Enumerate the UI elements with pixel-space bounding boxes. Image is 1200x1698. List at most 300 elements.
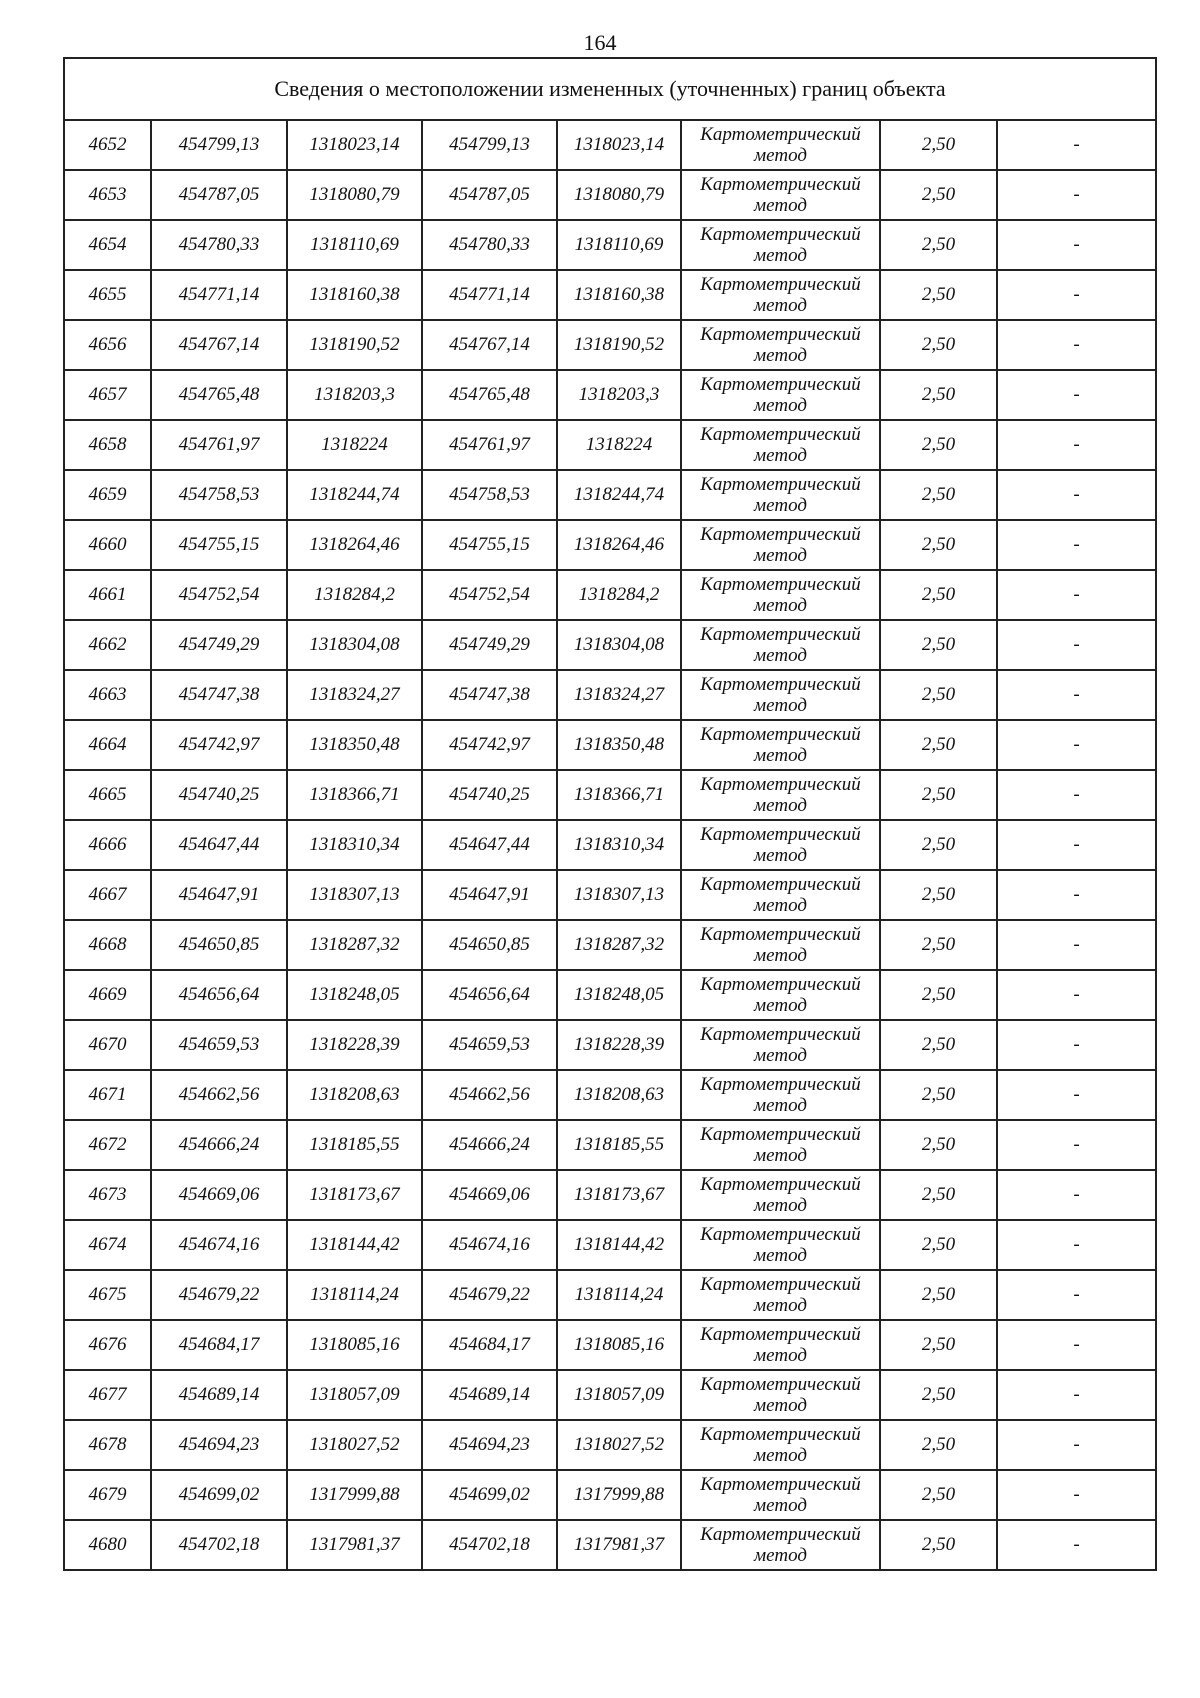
description-cell: - — [997, 670, 1156, 720]
table-row — [64, 570, 1156, 620]
description-cell: - — [997, 620, 1156, 670]
accuracy-cell: 2,50 — [880, 1270, 997, 1320]
refined-x-cell: 454780,33 — [422, 220, 557, 270]
table-row — [64, 220, 1156, 270]
method-cell — [681, 1070, 880, 1120]
accuracy-cell: 2,50 — [880, 870, 997, 920]
description-cell: - — [997, 870, 1156, 920]
refined-y-cell: 1318173,67 — [557, 1170, 681, 1220]
accuracy-cell: 2,50 — [880, 270, 997, 320]
description-cell: - — [997, 1420, 1156, 1470]
point-number-cell: 4674 — [64, 1220, 151, 1270]
existing-x-cell: 454656,64 — [151, 970, 287, 1020]
description-cell: - — [997, 970, 1156, 1020]
description-cell: - — [997, 170, 1156, 220]
refined-y-cell: 1318057,09 — [557, 1370, 681, 1420]
accuracy-cell: 2,50 — [880, 520, 997, 570]
point-number-cell: 4672 — [64, 1120, 151, 1170]
method-cell — [681, 1370, 880, 1420]
refined-x-cell: 454679,22 — [422, 1270, 557, 1320]
table-row — [64, 320, 1156, 370]
method-line-2: метод — [754, 645, 807, 666]
accuracy-cell: 2,50 — [880, 120, 997, 170]
table-row — [64, 170, 1156, 220]
method-line-2: метод — [754, 595, 807, 616]
table-row — [64, 770, 1156, 820]
method-line-1: Картометрический — [700, 1024, 861, 1045]
method-cell — [681, 320, 880, 370]
description-cell: - — [997, 1370, 1156, 1420]
method-line-1: Картометрический — [700, 174, 861, 195]
refined-x-cell: 454799,13 — [422, 120, 557, 170]
method-cell — [681, 570, 880, 620]
table-row — [64, 820, 1156, 870]
refined-y-cell: 1318208,63 — [557, 1070, 681, 1120]
accuracy-cell: 2,50 — [880, 470, 997, 520]
existing-x-cell: 454749,29 — [151, 620, 287, 670]
existing-x-cell: 454780,33 — [151, 220, 287, 270]
method-line-1: Картометрический — [700, 124, 861, 145]
method-line-2: метод — [754, 295, 807, 316]
refined-y-cell: 1318080,79 — [557, 170, 681, 220]
accuracy-cell: 2,50 — [880, 820, 997, 870]
method-line-1: Картометрический — [700, 924, 861, 945]
method-line-1: Картометрический — [700, 974, 861, 995]
refined-y-cell: 1318324,27 — [557, 670, 681, 720]
point-number-cell: 4678 — [64, 1420, 151, 1470]
method-line-1: Картометрический — [700, 1474, 861, 1495]
refined-y-cell: 1318248,05 — [557, 970, 681, 1020]
table-row — [64, 1120, 1156, 1170]
method-cell — [681, 670, 880, 720]
method-line-1: Картометрический — [700, 224, 861, 245]
description-cell: - — [997, 320, 1156, 370]
method-cell — [681, 1270, 880, 1320]
method-cell — [681, 820, 880, 870]
existing-x-cell: 454669,06 — [151, 1170, 287, 1220]
method-line-1: Картометрический — [700, 774, 861, 795]
method-line-1: Картометрический — [700, 874, 861, 895]
table-row — [64, 970, 1156, 1020]
existing-x-cell: 454740,25 — [151, 770, 287, 820]
existing-y-cell: 1318224 — [287, 420, 422, 470]
existing-y-cell: 1318160,38 — [287, 270, 422, 320]
method-line-1: Картометрический — [700, 674, 861, 695]
existing-y-cell: 1318057,09 — [287, 1370, 422, 1420]
method-line-2: метод — [754, 395, 807, 416]
point-number-cell: 4655 — [64, 270, 151, 320]
existing-y-cell: 1318208,63 — [287, 1070, 422, 1120]
description-cell: - — [997, 370, 1156, 420]
table-row — [64, 1420, 1156, 1470]
refined-x-cell: 454767,14 — [422, 320, 557, 370]
existing-x-cell: 454666,24 — [151, 1120, 287, 1170]
method-cell — [681, 1320, 880, 1370]
method-cell — [681, 170, 880, 220]
refined-x-cell: 454699,02 — [422, 1470, 557, 1520]
description-cell: - — [997, 570, 1156, 620]
accuracy-cell: 2,50 — [880, 220, 997, 270]
refined-y-cell: 1318310,34 — [557, 820, 681, 870]
accuracy-cell: 2,50 — [880, 370, 997, 420]
method-line-1: Картометрический — [700, 574, 861, 595]
refined-x-cell: 454742,97 — [422, 720, 557, 770]
refined-x-cell: 454647,91 — [422, 870, 557, 920]
point-number-cell: 4656 — [64, 320, 151, 370]
point-number-cell: 4673 — [64, 1170, 151, 1220]
existing-y-cell: 1318173,67 — [287, 1170, 422, 1220]
refined-y-cell: 1318366,71 — [557, 770, 681, 820]
accuracy-cell: 2,50 — [880, 1320, 997, 1370]
point-number-cell: 4669 — [64, 970, 151, 1020]
method-line-2: метод — [754, 945, 807, 966]
existing-x-cell: 454647,91 — [151, 870, 287, 920]
existing-x-cell: 454752,54 — [151, 570, 287, 620]
method-line-2: метод — [754, 445, 807, 466]
table-row — [64, 470, 1156, 520]
refined-y-cell: 1318244,74 — [557, 470, 681, 520]
refined-y-cell: 1317981,37 — [557, 1520, 681, 1570]
accuracy-cell: 2,50 — [880, 920, 997, 970]
table-row — [64, 1470, 1156, 1520]
refined-x-cell: 454740,25 — [422, 770, 557, 820]
existing-x-cell: 454799,13 — [151, 120, 287, 170]
accuracy-cell: 2,50 — [880, 1070, 997, 1120]
method-cell — [681, 120, 880, 170]
table-row — [64, 1270, 1156, 1320]
refined-x-cell: 454656,64 — [422, 970, 557, 1020]
point-number-cell: 4668 — [64, 920, 151, 970]
method-line-2: метод — [754, 1145, 807, 1166]
refined-y-cell: 1317999,88 — [557, 1470, 681, 1520]
existing-y-cell: 1317981,37 — [287, 1520, 422, 1570]
existing-y-cell: 1318248,05 — [287, 970, 422, 1020]
coordinates-table — [63, 57, 1157, 1571]
method-line-2: метод — [754, 1445, 807, 1466]
refined-y-cell: 1318284,2 — [557, 570, 681, 620]
accuracy-cell: 2,50 — [880, 1170, 997, 1220]
refined-y-cell: 1318144,42 — [557, 1220, 681, 1270]
existing-x-cell: 454679,22 — [151, 1270, 287, 1320]
existing-y-cell: 1318264,46 — [287, 520, 422, 570]
method-line-2: метод — [754, 245, 807, 266]
method-line-2: метод — [754, 1245, 807, 1266]
method-line-1: Картометрический — [700, 1074, 861, 1095]
refined-y-cell: 1318027,52 — [557, 1420, 681, 1470]
description-cell: - — [997, 920, 1156, 970]
method-cell — [681, 370, 880, 420]
refined-x-cell: 454662,56 — [422, 1070, 557, 1120]
table-row — [64, 1520, 1156, 1570]
description-cell: - — [997, 270, 1156, 320]
accuracy-cell: 2,50 — [880, 1120, 997, 1170]
method-line-1: Картометрический — [700, 1374, 861, 1395]
refined-y-cell: 1318228,39 — [557, 1020, 681, 1070]
description-cell: - — [997, 1520, 1156, 1570]
refined-x-cell: 454787,05 — [422, 170, 557, 220]
description-cell: - — [997, 1020, 1156, 1070]
description-cell: - — [997, 120, 1156, 170]
refined-x-cell: 454647,44 — [422, 820, 557, 870]
description-cell: - — [997, 770, 1156, 820]
method-line-2: метод — [754, 145, 807, 166]
existing-x-cell: 454699,02 — [151, 1470, 287, 1520]
description-cell: - — [997, 420, 1156, 470]
refined-x-cell: 454702,18 — [422, 1520, 557, 1570]
method-line-2: метод — [754, 795, 807, 816]
method-cell — [681, 1470, 880, 1520]
table-row — [64, 1320, 1156, 1370]
point-number-cell: 4679 — [64, 1470, 151, 1520]
description-cell: - — [997, 1120, 1156, 1170]
point-number-cell: 4658 — [64, 420, 151, 470]
point-number-cell: 4667 — [64, 870, 151, 920]
refined-x-cell: 454669,06 — [422, 1170, 557, 1220]
method-line-1: Картометрический — [700, 1274, 861, 1295]
existing-x-cell: 454684,17 — [151, 1320, 287, 1370]
method-line-1: Картометрический — [700, 1424, 861, 1445]
method-line-2: метод — [754, 1095, 807, 1116]
description-cell: - — [997, 1320, 1156, 1370]
refined-y-cell: 1318203,3 — [557, 370, 681, 420]
method-line-1: Картометрический — [700, 1324, 861, 1345]
refined-x-cell: 454666,24 — [422, 1120, 557, 1170]
refined-x-cell: 454761,97 — [422, 420, 557, 470]
point-number-cell: 4653 — [64, 170, 151, 220]
method-line-2: метод — [754, 895, 807, 916]
existing-x-cell: 454662,56 — [151, 1070, 287, 1120]
existing-y-cell: 1318203,3 — [287, 370, 422, 420]
table-row — [64, 870, 1156, 920]
table-row — [64, 720, 1156, 770]
method-cell — [681, 1120, 880, 1170]
table-row — [64, 120, 1156, 170]
method-line-2: метод — [754, 1295, 807, 1316]
description-cell: - — [997, 220, 1156, 270]
existing-x-cell: 454767,14 — [151, 320, 287, 370]
method-line-1: Картометрический — [700, 324, 861, 345]
existing-y-cell: 1318027,52 — [287, 1420, 422, 1470]
description-cell: - — [997, 1470, 1156, 1520]
point-number-cell: 4680 — [64, 1520, 151, 1570]
existing-x-cell: 454659,53 — [151, 1020, 287, 1070]
method-cell — [681, 520, 880, 570]
method-line-1: Картометрический — [700, 424, 861, 445]
method-cell — [681, 870, 880, 920]
existing-x-cell: 454742,97 — [151, 720, 287, 770]
method-line-2: метод — [754, 1395, 807, 1416]
point-number-cell: 4676 — [64, 1320, 151, 1370]
refined-x-cell: 454771,14 — [422, 270, 557, 320]
method-line-2: метод — [754, 345, 807, 366]
table-row — [64, 670, 1156, 720]
table-row — [64, 920, 1156, 970]
method-line-2: метод — [754, 845, 807, 866]
method-cell — [681, 420, 880, 470]
refined-x-cell: 454749,29 — [422, 620, 557, 670]
refined-y-cell: 1318224 — [557, 420, 681, 470]
accuracy-cell: 2,50 — [880, 670, 997, 720]
existing-x-cell: 454765,48 — [151, 370, 287, 420]
refined-x-cell: 454689,14 — [422, 1370, 557, 1420]
accuracy-cell: 2,50 — [880, 570, 997, 620]
table-row — [64, 1170, 1156, 1220]
refined-y-cell: 1318085,16 — [557, 1320, 681, 1370]
accuracy-cell: 2,50 — [880, 1020, 997, 1070]
refined-y-cell: 1318190,52 — [557, 320, 681, 370]
method-line-1: Картометрический — [700, 624, 861, 645]
point-number-cell: 4657 — [64, 370, 151, 420]
existing-y-cell: 1317999,88 — [287, 1470, 422, 1520]
refined-x-cell: 454674,16 — [422, 1220, 557, 1270]
method-cell — [681, 720, 880, 770]
refined-y-cell: 1318304,08 — [557, 620, 681, 670]
existing-y-cell: 1318114,24 — [287, 1270, 422, 1320]
method-line-2: метод — [754, 1495, 807, 1516]
point-number-cell: 4665 — [64, 770, 151, 820]
method-line-2: метод — [754, 745, 807, 766]
description-cell: - — [997, 1220, 1156, 1270]
existing-y-cell: 1318080,79 — [287, 170, 422, 220]
existing-x-cell: 454694,23 — [151, 1420, 287, 1470]
description-cell: - — [997, 470, 1156, 520]
accuracy-cell: 2,50 — [880, 720, 997, 770]
existing-y-cell: 1318307,13 — [287, 870, 422, 920]
method-cell — [681, 970, 880, 1020]
method-line-1: Картометрический — [700, 824, 861, 845]
method-line-1: Картометрический — [700, 524, 861, 545]
point-number-cell: 4671 — [64, 1070, 151, 1120]
method-line-2: метод — [754, 1045, 807, 1066]
refined-x-cell: 454765,48 — [422, 370, 557, 420]
refined-y-cell: 1318185,55 — [557, 1120, 681, 1170]
table-row — [64, 1020, 1156, 1070]
refined-x-cell: 454758,53 — [422, 470, 557, 520]
accuracy-cell: 2,50 — [880, 620, 997, 670]
point-number-cell: 4652 — [64, 120, 151, 170]
method-line-2: метод — [754, 1195, 807, 1216]
refined-x-cell: 454747,38 — [422, 670, 557, 720]
description-cell: - — [997, 520, 1156, 570]
refined-x-cell: 454684,17 — [422, 1320, 557, 1370]
method-cell — [681, 1420, 880, 1470]
method-line-1: Картометрический — [700, 274, 861, 295]
point-number-cell: 4664 — [64, 720, 151, 770]
refined-y-cell: 1318160,38 — [557, 270, 681, 320]
table-row — [64, 1220, 1156, 1270]
refined-y-cell: 1318264,46 — [557, 520, 681, 570]
method-cell — [681, 270, 880, 320]
method-line-1: Картометрический — [700, 1174, 861, 1195]
existing-x-cell: 454761,97 — [151, 420, 287, 470]
method-line-1: Картометрический — [700, 1124, 861, 1145]
table-row — [64, 420, 1156, 470]
accuracy-cell: 2,50 — [880, 1470, 997, 1520]
accuracy-cell: 2,50 — [880, 170, 997, 220]
method-line-2: метод — [754, 1345, 807, 1366]
accuracy-cell: 2,50 — [880, 1520, 997, 1570]
description-cell: - — [997, 1070, 1156, 1120]
method-line-1: Картометрический — [700, 474, 861, 495]
accuracy-cell: 2,50 — [880, 1220, 997, 1270]
page-number: 164 — [583, 30, 617, 55]
existing-y-cell: 1318366,71 — [287, 770, 422, 820]
refined-y-cell: 1318110,69 — [557, 220, 681, 270]
accuracy-cell: 2,50 — [880, 770, 997, 820]
method-line-2: метод — [754, 495, 807, 516]
accuracy-cell: 2,50 — [880, 970, 997, 1020]
refined-y-cell: 1318114,24 — [557, 1270, 681, 1320]
method-line-2: метод — [754, 995, 807, 1016]
method-line-1: Картометрический — [700, 1524, 861, 1545]
method-line-1: Картометрический — [700, 724, 861, 745]
refined-x-cell: 454650,85 — [422, 920, 557, 970]
description-cell: - — [997, 720, 1156, 770]
method-line-1: Картометрический — [700, 374, 861, 395]
method-cell — [681, 1520, 880, 1570]
table-row — [64, 620, 1156, 670]
description-cell: - — [997, 1170, 1156, 1220]
existing-x-cell: 454702,18 — [151, 1520, 287, 1570]
method-line-2: метод — [754, 1545, 807, 1566]
point-number-cell: 4660 — [64, 520, 151, 570]
point-number-cell: 4661 — [64, 570, 151, 620]
existing-y-cell: 1318185,55 — [287, 1120, 422, 1170]
method-line-2: метод — [754, 545, 807, 566]
existing-y-cell: 1318284,2 — [287, 570, 422, 620]
point-number-cell: 4675 — [64, 1270, 151, 1320]
point-number-cell: 4654 — [64, 220, 151, 270]
table-row — [64, 270, 1156, 320]
method-line-2: метод — [754, 695, 807, 716]
method-cell — [681, 1220, 880, 1270]
method-cell — [681, 470, 880, 520]
accuracy-cell: 2,50 — [880, 1370, 997, 1420]
point-number-cell: 4663 — [64, 670, 151, 720]
method-cell — [681, 220, 880, 270]
description-cell: - — [997, 1270, 1156, 1320]
description-cell: - — [997, 820, 1156, 870]
refined-x-cell: 454755,15 — [422, 520, 557, 570]
method-cell — [681, 620, 880, 670]
existing-y-cell: 1318023,14 — [287, 120, 422, 170]
existing-y-cell: 1318228,39 — [287, 1020, 422, 1070]
point-number-cell: 4677 — [64, 1370, 151, 1420]
existing-x-cell: 454771,14 — [151, 270, 287, 320]
method-cell — [681, 770, 880, 820]
refined-x-cell: 454752,54 — [422, 570, 557, 620]
existing-y-cell: 1318287,32 — [287, 920, 422, 970]
existing-x-cell: 454647,44 — [151, 820, 287, 870]
existing-y-cell: 1318190,52 — [287, 320, 422, 370]
existing-y-cell: 1318244,74 — [287, 470, 422, 520]
point-number-cell: 4670 — [64, 1020, 151, 1070]
existing-x-cell: 454650,85 — [151, 920, 287, 970]
method-line-1: Картометрический — [700, 1224, 861, 1245]
method-cell — [681, 1020, 880, 1070]
table-row — [64, 1070, 1156, 1120]
existing-x-cell: 454747,38 — [151, 670, 287, 720]
table-row — [64, 370, 1156, 420]
table-row — [64, 520, 1156, 570]
existing-y-cell: 1318304,08 — [287, 620, 422, 670]
table-row — [64, 1370, 1156, 1420]
accuracy-cell: 2,50 — [880, 420, 997, 470]
accuracy-cell: 2,50 — [880, 1420, 997, 1470]
existing-x-cell: 454755,15 — [151, 520, 287, 570]
existing-x-cell: 454787,05 — [151, 170, 287, 220]
method-cell — [681, 920, 880, 970]
